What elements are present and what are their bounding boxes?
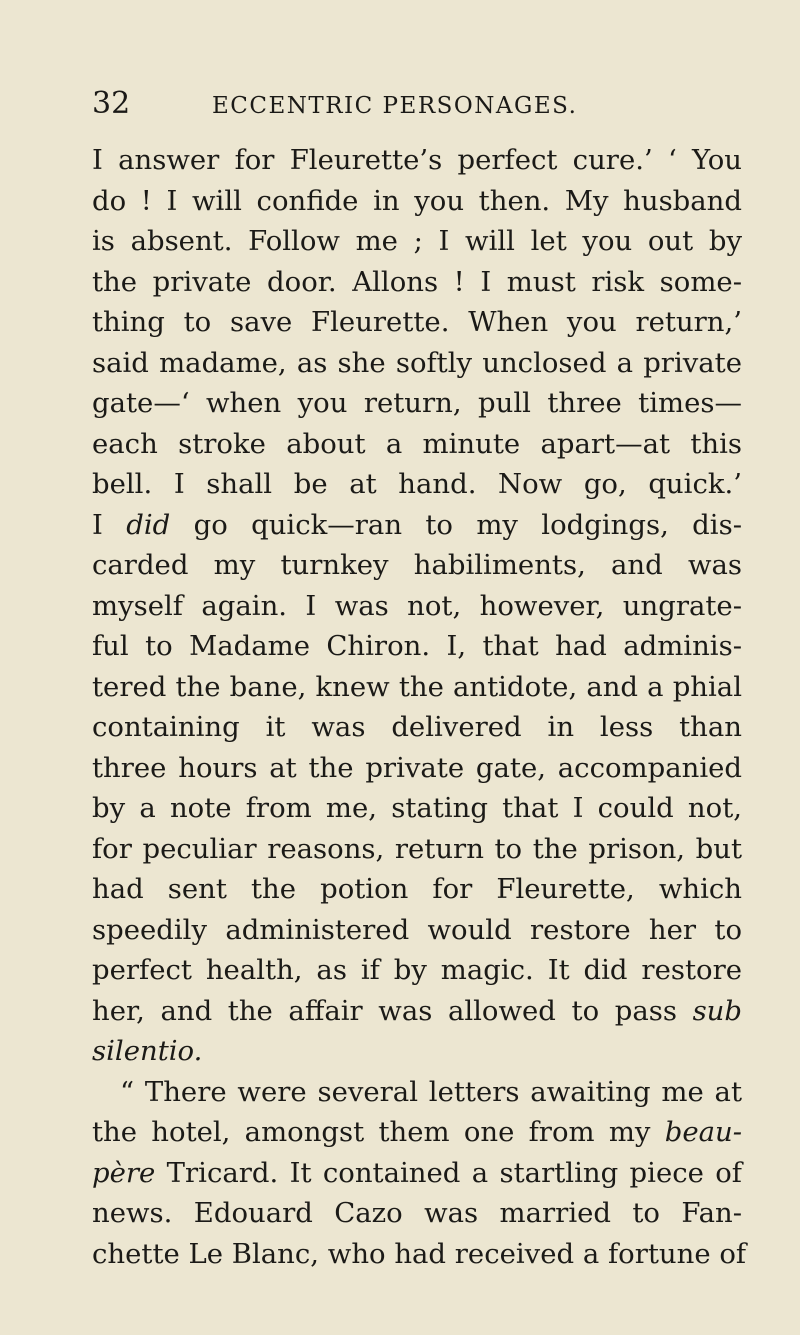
text-line: said madame, as she softly unclosed a private <box>92 346 742 379</box>
text-line <box>92 1112 742 1153</box>
text-line: I answer for Fleurette’s perfect cure.’ ‘ You <box>92 144 742 176</box>
text-segment: I <box>92 508 127 541</box>
text-line: each stroke about a minute apart—at this <box>92 427 742 460</box>
text-line <box>92 1031 742 1072</box>
text-line: had sent the potion for Fleurette, which <box>92 873 742 905</box>
text-line: by a note from me, stating that I could not, <box>92 792 742 824</box>
italic-text: silentio. <box>92 1035 203 1067</box>
text-line: gate—‘ when you return, pull three times— <box>92 387 742 419</box>
text-segment: the hotel, amongst them one from my <box>92 1116 665 1148</box>
text-line <box>92 1153 742 1194</box>
text-line: bell. I shall be at hand. Now go, quick.’ <box>92 468 742 500</box>
running-head: ECCENTRIC PERSONAGES. <box>212 93 578 119</box>
text-line: myself again. I was not, however, ungrate- <box>92 589 742 622</box>
italic-text: did <box>126 508 171 541</box>
text-line: for peculiar reasons, return to the prison, but <box>92 832 742 865</box>
italic-text: beau- <box>664 1116 742 1148</box>
text-line: thing to save Fleurette. When you return,’ <box>92 306 742 338</box>
text-line: perfect health, as if by magic. It did restore <box>92 954 742 986</box>
text-line: news. Edouard Cazo was married to Fan- <box>92 1197 742 1229</box>
italic-text: père <box>92 1156 156 1189</box>
text-line: “ There were several letters awaiting me at <box>120 1075 742 1108</box>
text-line: is absent. Follow me ; I will let you out by <box>92 225 742 257</box>
text-line: the private door. Allons ! I must risk some- <box>92 265 742 298</box>
text-line: ful to Madame Chiron. I, that had adminis- <box>92 630 742 662</box>
text-segment: her, and the affair was allowed to pass <box>92 994 693 1027</box>
text-line <box>92 505 742 546</box>
text-segment: Tricard. It contained a startling piece of <box>155 1156 742 1189</box>
page-header <box>92 86 732 126</box>
text-segment: go quick—ran to my lodgings, dis- <box>170 508 742 541</box>
text-line: carded my turnkey habiliments, and was <box>92 549 742 581</box>
body-text <box>92 140 747 1274</box>
text-line: do ! I will confide in you then. My husband <box>92 184 742 217</box>
italic-text: sub <box>692 994 742 1027</box>
text-line: containing it was delivered in less than <box>92 711 742 743</box>
text-line: speedily administered would restore her to <box>92 913 742 946</box>
text-line <box>92 991 742 1032</box>
text-line: chette Le Blanc, who had received a fortune of <box>92 1237 747 1270</box>
text-line: tered the bane, knew the antidote, and a phial <box>92 670 742 703</box>
text-line: three hours at the private gate, accompanied <box>92 751 742 784</box>
page-number: 32 <box>92 86 131 121</box>
